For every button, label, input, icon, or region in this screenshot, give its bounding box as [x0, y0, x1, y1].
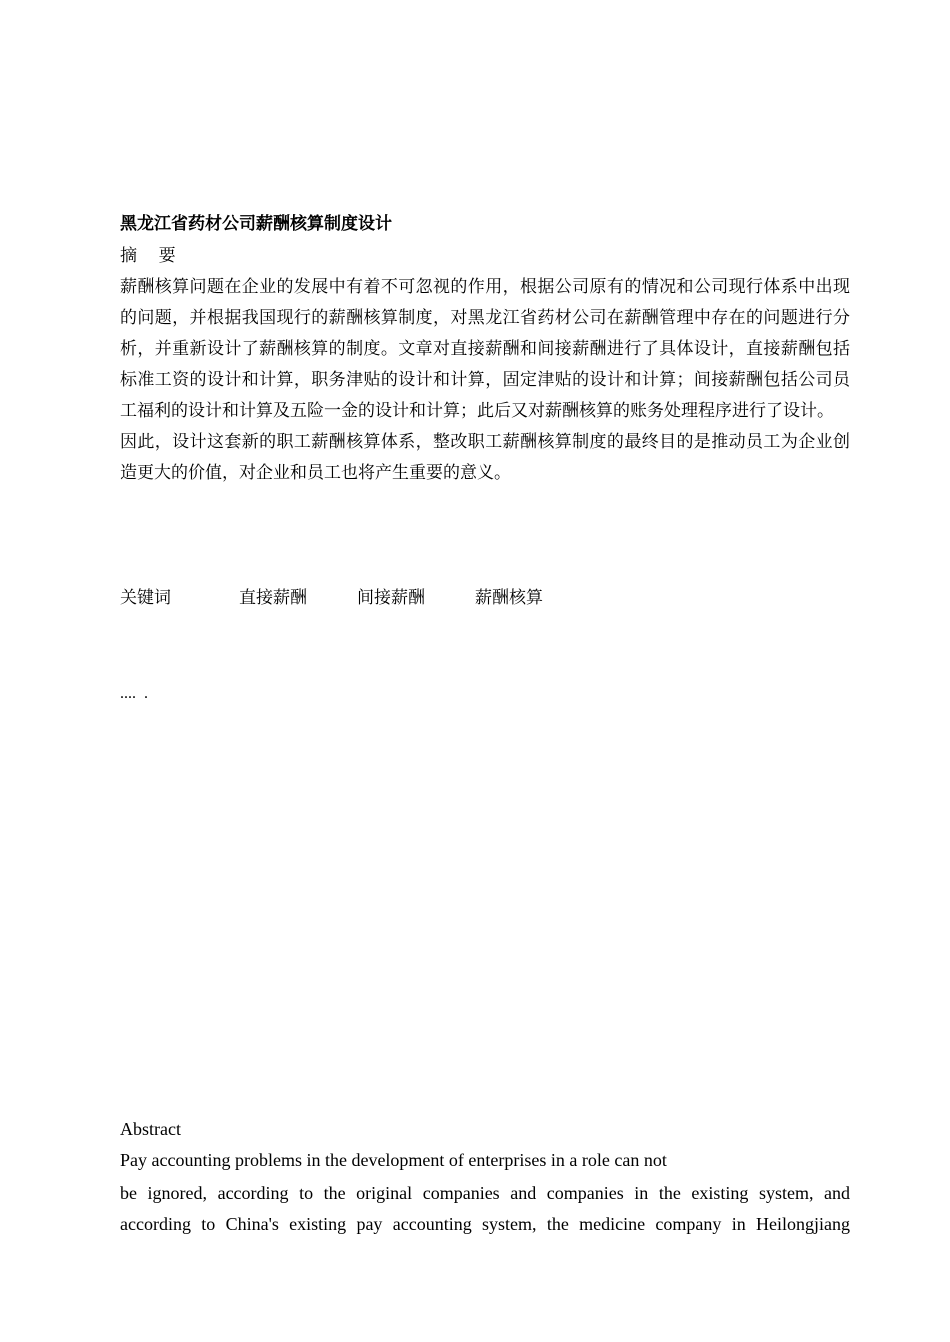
- abstract-paragraph: 薪酬核算问题在企业的发展中有着不可忽视的作用，根据公司原有的情况和公司现行体系中出现的问题，并根据我国现行的薪酬核算制度，对黑龙江省药材公司在薪酬管理中存在的问题进行分析，并重新设计了薪酬核算的制度。文章对直接薪酬和间接薪酬进行了具体设计，直接薪酬包括标准工资的设计和计算，职务津贴的设计和计算，固定津贴的设计和计算；间接薪酬包括公司员工福利的设计和计算及五险一金的设计和计算；此后又对薪酬核算的账务处理程序进行了设计。: [120, 277, 850, 421]
- abstract-heading: 摘 要: [120, 246, 176, 266]
- chinese-abstract-body: [120, 272, 850, 489]
- english-abstract-line: according to China's existing pay accounting system, the medicine company in Heilongjiang: [120, 1214, 850, 1234]
- keywords-label: 关键词: [120, 588, 171, 608]
- page-dots: .... .: [120, 685, 148, 702]
- english-abstract-heading: Abstract: [120, 1119, 181, 1139]
- english-abstract-line: be ignored, according to the original companies and companies in the existing system, and: [120, 1183, 850, 1203]
- english-abstract-body: [120, 1178, 850, 1240]
- keywords-line: [120, 585, 593, 611]
- abstract-paragraph: 因此，设计这套新的职工薪酬核算体系，整改职工薪酬核算制度的最终目的是推动员工为企业创造更大的价值，对企业和员工也将产生重要的意义。: [120, 432, 850, 483]
- keyword-item: 间接薪酬: [357, 588, 425, 608]
- document-title: 黑龙江省药材公司薪酬核算制度设计: [120, 214, 392, 234]
- keyword-item: 直接薪酬: [239, 588, 307, 608]
- keyword-item: 薪酬核算: [475, 588, 543, 608]
- english-abstract-first-line: Pay accounting problems in the development of enterprises in a role can not: [120, 1150, 667, 1170]
